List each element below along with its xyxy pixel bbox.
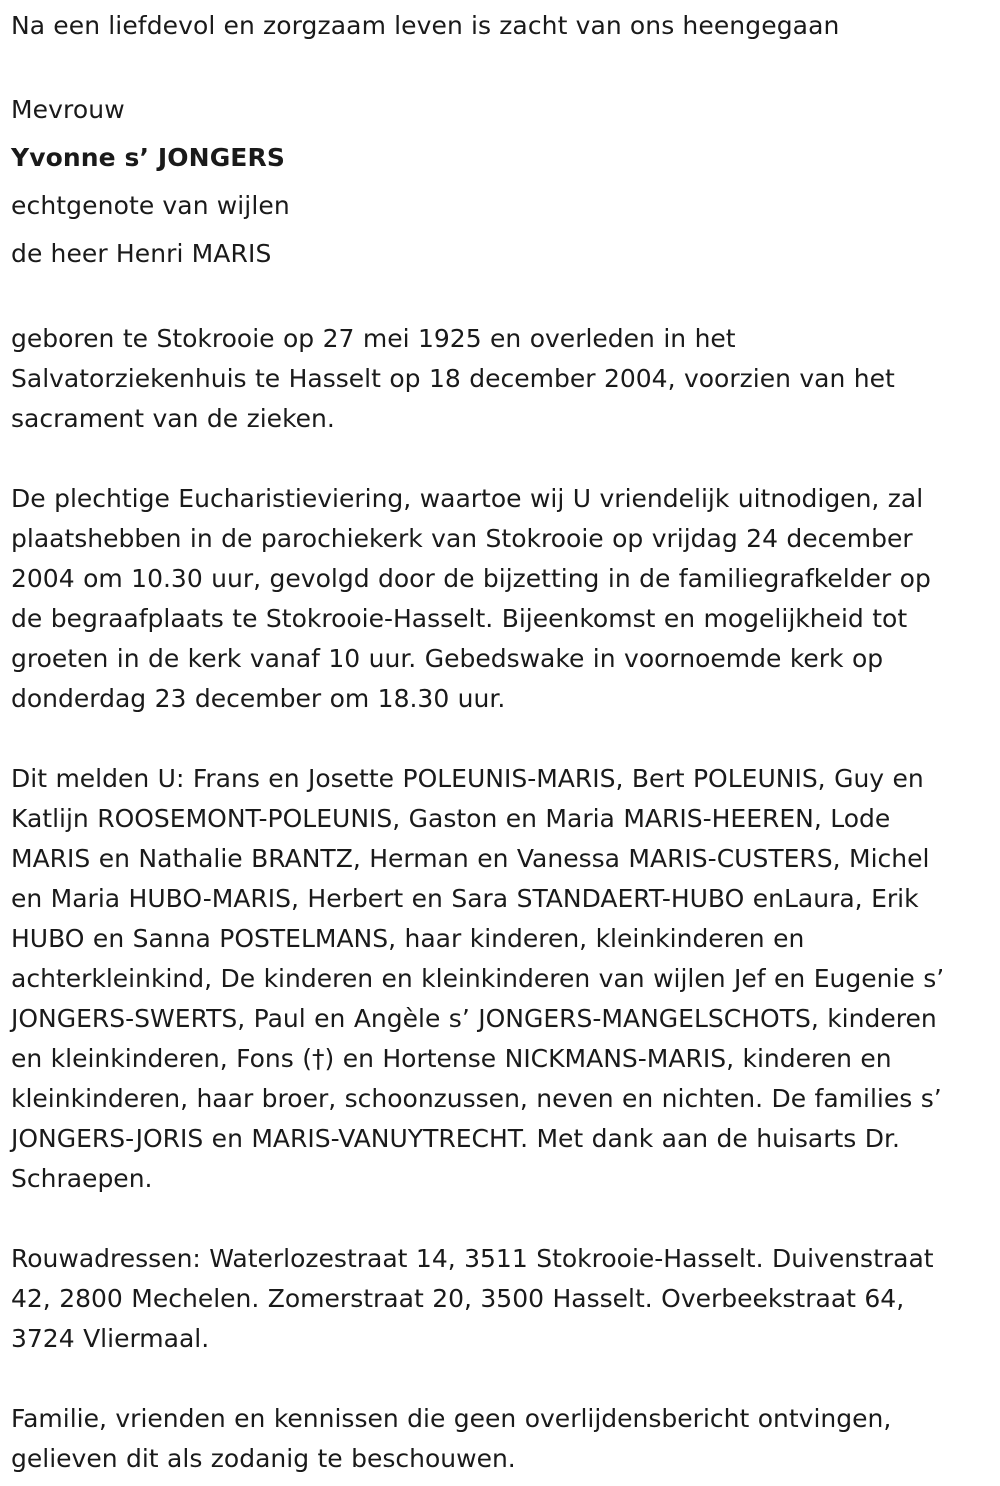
text-line: Katlijn ROOSEMONT-POLEUNIS, Gaston en Maria MARIS-HEEREN, Lode <box>11 804 891 833</box>
text-line: groeten in de kerk vanaf 10 uur. Gebedswake in voornoemde kerk op <box>11 644 884 673</box>
text-line: Familie, vrienden en kennissen die geen overlijdensbericht ontvingen, <box>11 1404 892 1433</box>
text-line: 3724 Vliermaal. <box>11 1324 210 1353</box>
text-line: JONGERS-SWERTS, Paul en Angèle s’ JONGERS-MANGELSCHOTS, kinderen <box>11 1004 937 1033</box>
text-line: Rouwadressen: Waterlozestraat 14, 3511 Stokrooie-Hasselt. Duivenstraat <box>11 1244 934 1273</box>
intro-line: Na een liefdevol en zorgzaam leven is zacht van ons heengegaan <box>11 11 840 40</box>
addresses-paragraph <box>11 1239 988 1359</box>
ceremony-paragraph <box>11 479 988 719</box>
text-line: en kleinkinderen, Fons (†) en Hortense NICKMANS-MARIS, kinderen en <box>11 1044 892 1073</box>
person-name: Yvonne s’ JONGERS <box>11 143 285 172</box>
person-heading <box>11 86 988 278</box>
text-line: HUBO en Sanna POSTELMANS, haar kinderen, kleinkinderen en <box>11 924 805 953</box>
family-paragraph <box>11 759 988 1199</box>
text-line: JONGERS-JORIS en MARIS-VANUYTRECHT. Met dank aan de huisarts Dr. <box>11 1124 900 1153</box>
text-line: 42, 2800 Mechelen. Zomerstraat 20, 3500 Hasselt. Overbeekstraat 64, <box>11 1284 905 1313</box>
person-relation: echtgenote van wijlen <box>11 191 290 220</box>
text-line: De plechtige Eucharistieviering, waartoe wij U vriendelijk uitnodigen, zal <box>11 484 924 513</box>
text-line: Salvatorziekenhuis te Hasselt op 18 december 2004, voorzien van het <box>11 364 895 393</box>
text-line: Dit melden U: Frans en Josette POLEUNIS-MARIS, Bert POLEUNIS, Guy en <box>11 764 924 793</box>
text-line: kleinkinderen, haar broer, schoonzussen, neven en nichten. De families s’ <box>11 1084 942 1113</box>
text-line: MARIS en Nathalie BRANTZ, Herman en Vanessa MARIS-CUSTERS, Michel <box>11 844 930 873</box>
text-line: plaatshebben in de parochiekerk van Stokrooie op vrijdag 24 december <box>11 524 913 553</box>
closing-paragraph <box>11 1399 988 1479</box>
text-line: 2004 om 10.30 uur, gevolgd door de bijzetting in de familiegrafkelder op <box>11 564 931 593</box>
person-title: Mevrouw <box>11 95 125 124</box>
text-line: achterkleinkind, De kinderen en kleinkinderen van wijlen Jef en Eugenie s’ <box>11 964 945 993</box>
birth-paragraph <box>11 319 988 439</box>
text-line: en Maria HUBO-MARIS, Herbert en Sara STANDAERT-HUBO enLaura, Erik <box>11 884 919 913</box>
text-line: Schraepen. <box>11 1164 153 1193</box>
text-line: geboren te Stokrooie op 27 mei 1925 en overleden in het <box>11 324 736 353</box>
text-line: de begraafplaats te Stokrooie-Hasselt. Bijeenkomst en mogelijkheid tot <box>11 604 908 633</box>
person-spouse: de heer Henri MARIS <box>11 239 272 268</box>
text-line: sacrament van de zieken. <box>11 404 335 433</box>
text-line: donderdag 23 december om 18.30 uur. <box>11 684 506 713</box>
text-line: gelieven dit als zodanig te beschouwen. <box>11 1444 516 1473</box>
